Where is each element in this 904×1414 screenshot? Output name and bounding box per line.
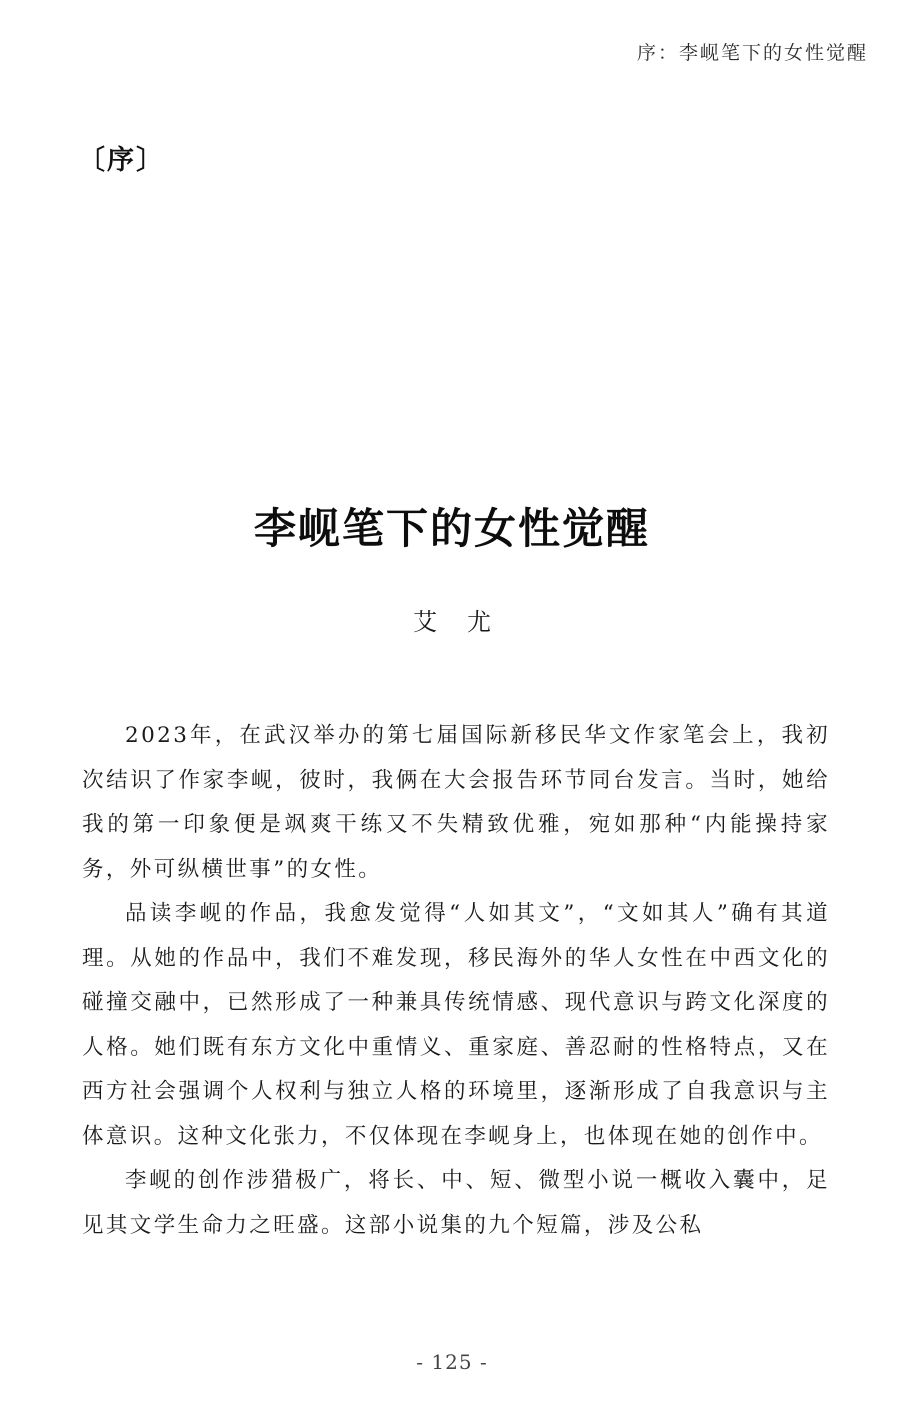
section-label-close-bracket: 〕 bbox=[136, 145, 165, 176]
article-author: 艾尤 bbox=[413, 608, 521, 636]
body-paragraph-1: 2023年，在武汉举办的第七届国际新移民华文作家笔会上，我初次结识了作家李岘，彼时，我俩在大会报告环节同台发言。当时，她给我的第一印象便是飒爽干练又不失精致优雅，宛如那种“内能操持家务，外可纵横世事”的女性。 bbox=[82, 723, 830, 882]
section-label-open-bracket: 〔 bbox=[78, 145, 107, 176]
section-label-text: 序 bbox=[107, 145, 136, 176]
page-number: - 125 - bbox=[416, 1350, 488, 1374]
article-title: 李岘笔下的女性觉醒 bbox=[253, 504, 650, 553]
section-label bbox=[78, 138, 165, 177]
body-paragraph-3: 李岘的创作涉猎极广，将长、中、短、微型小说一概收入囊中，足见其文学生命力之旺盛。这部小说集的九个短篇，涉及公私 bbox=[82, 1168, 830, 1238]
article-body bbox=[82, 714, 830, 1248]
running-head: 序：李岘笔下的女性觉醒 bbox=[636, 42, 868, 64]
body-paragraph-2: 品读李岘的作品，我愈发觉得“人如其文”，“文如其人”确有其道理。从她的作品中，我们不难发现，移民海外的华人女性在中西文化的碰撞交融中，已然形成了一种兼具传统情感、现代意识与跨文化深度的人格。她们既有东方文化中重情义、重家庭、善忍耐的性格特点，又在西方社会强调个人权利与独立人格的环境里，逐渐形成了自我意识与主体意识。这种文化张力，不仅体现在李岘身上，也体现在她的创作中。 bbox=[82, 901, 830, 1149]
